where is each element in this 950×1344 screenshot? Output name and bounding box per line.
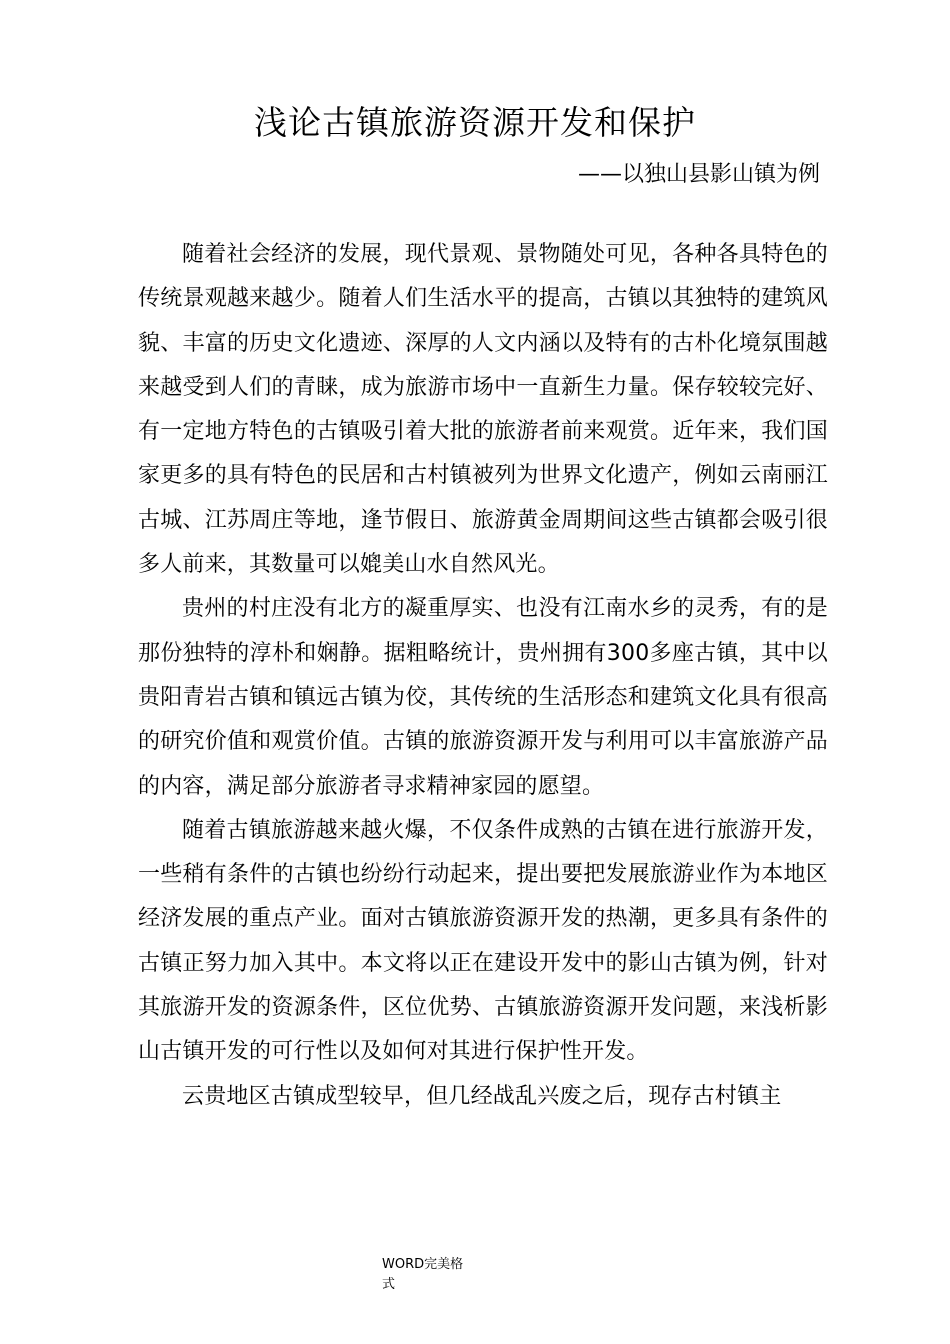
paragraph: 随着社会经济的发展，现代景观、景物随处可见，各种各具特色的传统景观越来越少。随着人们生活水平的提高，古镇以其独特的建筑风貌、丰富的历史文化遗迹、深厚的人文内涵以及特有的古朴化境氛围越来越受到人们的青睐，成为旅游市场中一直新生力量。保存较较完好、有一定地方特色的古镇吸引着大批的旅游者前来观赏。近年来，我们国家更多的具有特色的民居和古村镇被列为世界文化遗产，例如云南丽江古城、江苏周庄等地，逢节假日、旅游黄金周期间这些古镇都会吸引很多人前来，其数量可以媲美山水自然风光。 [138, 242, 828, 578]
document-subtitle: ——以独山县影山镇为例 [577, 162, 820, 187]
document-title: 浅论古镇旅游资源开发和保护 [254, 103, 696, 142]
document-body [138, 233, 828, 1119]
paragraph: 云贵地区古镇成型较早，但几经战乱兴废之后，现存古村镇主 [182, 1083, 782, 1109]
page-footer: WORD完美格式 [382, 1257, 464, 1292]
paragraph: 贵州的村庄没有北方的凝重厚实、也没有江南水乡的灵秀，有的是那份独特的淳朴和娴静。据粗略统计，贵州拥有300多座古镇，其中以贵阳青岩古镇和镇远古镇为佼，其传统的生活形态和建筑文化具有很高的研究价值和观赏价值。古镇的旅游资源开发与利用可以丰富旅游产品的内容，满足部分旅游者寻求精神家园的愿望。 [138, 596, 828, 799]
paragraph: 随着古镇旅游越来越火爆，不仅条件成熟的古镇在进行旅游开发，一些稍有条件的古镇也纷纷行动起来，提出要把发展旅游业作为本地区经济发展的重点产业。面对古镇旅游资源开发的热潮，更多具有条件的古镇正努力加入其中。本文将以正在建设开发中的影山古镇为例，针对其旅游开发的资源条件，区位优势、古镇旅游资源开发问题，来浅析影山古镇开发的可行性以及如何对其进行保护性开发。 [138, 817, 828, 1065]
